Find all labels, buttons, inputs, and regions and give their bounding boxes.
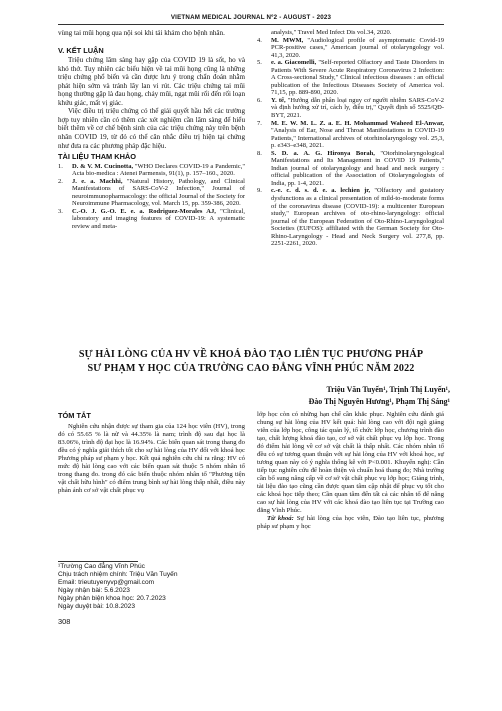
- conclusion-paragraph-1: Triệu chứng lâm sàng hay gặp của COVID 19 là sốt, ho và khó thở. Tuy nhiên các biểu hiện về tai mũi họng cũng là những triệu chứng phổ biến và cần được lưu ý trong chẩn đoán nhằm phát hiện sớm và tránh lây lan vi rút. Các triệu chứng tai mũi họng thường gặp là đau họng, chảy mũi, ngạt mũi rối đến rối loạn khứu giác, mất vị giác.: [58, 56, 245, 107]
- authors-line-1: Triệu Văn Tuyến¹, Trịnh Thị Luyến¹,: [326, 385, 450, 394]
- keywords-text: Sự hài lòng của học viên, Đào tạo liên tục, phương pháp sư phạm y học: [257, 515, 445, 530]
- reference-authors: e. a. Giacomelli,: [271, 59, 317, 67]
- article-title-line-2: SƯ PHẠM Y HỌC CỦA TRƯỜNG CAO ĐẲNG VĨNH PHÚC NĂM 2022: [87, 363, 415, 374]
- reference-number: 2.: [58, 177, 63, 185]
- intro-text: vùng tai mũi họng qua nội soi khi tái khám cho bệnh nhân.: [58, 29, 225, 37]
- authors-line-2: Đào Thị Nguyên Hương¹, Phạm Thị Sáng¹: [308, 397, 450, 406]
- reference-text: "Natural History, Pathology, and Clinical Manifestations of SARS-CoV-2 Infection," Journal of neuroimmunopharmacology: the official Journal of the Society for Neuroimmune Pharmacology, vol. March 15, pp. 359-386, 2020.: [72, 177, 245, 208]
- reference-item: [257, 150, 444, 188]
- reference-text: "Audiological profile of asymptomatic Covid-19 PCR-positive cases," American journal of otolaryngology vol. 41,3, 2020.: [271, 36, 445, 59]
- reference-number: 6.: [257, 96, 262, 104]
- reference-number: 4.: [257, 36, 262, 44]
- reference-text: "Hướng dẫn phân loại nguy cơ người nhiễm SARS-CoV-2 và định hướng xử trí, cách ly, điều trị," Quyết định số 5525/QĐ-BYT, 2021.: [271, 96, 445, 120]
- footnote-affiliation: ¹Trường Cao đẳng Vĩnh Phúc: [58, 563, 145, 570]
- reference-item: [257, 187, 444, 247]
- keywords-label: Từ khoá:: [267, 515, 294, 522]
- top-right-column: [257, 29, 444, 248]
- top-left-column: [58, 29, 245, 231]
- reference-item: [257, 59, 444, 97]
- keywords: [257, 515, 444, 531]
- footnotes: [58, 563, 245, 611]
- abstract-heading: TÓM TẮT: [58, 411, 91, 420]
- reference-text: "WHO Declares COVID-19 a Pandemic," Acta bio-medica : Atenei Parmensis, 91(1), p. 157–160., 2020.: [72, 162, 246, 178]
- abstract-right-column: [257, 411, 444, 531]
- reference-number: 7.: [257, 119, 262, 127]
- reference-number: 9.: [257, 187, 262, 195]
- reference-number: 8.: [257, 149, 262, 157]
- reference-text: "Self-reported Olfactory and Taste Disorders in Patients With Severe Acute Respiratory Coronavirus 2 Infection: A Cross-sectional Study," Clinical infectious diseases : an official publication of the Infectious Diseases Society of America vol. 71,15, pp. 889-890, 2020.: [271, 59, 444, 97]
- reference-authors: c.-e. c. d. s. d. e. a. lechien jr,: [271, 187, 371, 195]
- references-heading: TÀI LIỆU THAM KHẢO: [58, 152, 137, 162]
- reference-item: [257, 120, 444, 150]
- reference-authors: M. MWM,: [271, 36, 304, 44]
- page-number: 308: [58, 617, 71, 626]
- journal-header: VIETNAM MEDICAL JOURNAL Nº2 - AUGUST - 2023: [170, 14, 332, 21]
- reference-text: "Olfactory and gustatory dysfunctions as a clinical presentation of mild-to-moderate forms of the coronavirus disease (COVID-19): a multicenter European study," European archives of oto-rhino-laryngology: official journal of the European Federation of Oto-Rhino-Laryngological Societies (EUFOS): affiliated with the German Society for Oto-Rhino-Laryngology - Head and Neck Surgery vol. 277,8, pp. 2251-2261, 2020.: [271, 187, 444, 248]
- reference-text: "Analysis of Ear, Nose and Throat Manifestations in COVID-19 Patients," International archives of otorhinolaryngology vol. 25,3, p. e343–e348, 2021.: [271, 127, 444, 150]
- reference-text: "Otorhinolaryngological Manifestations and Its Management in COVID 19 Patients," Indian journal of otolaryngology and head and neck surgery : official publication of the Association of Otolaryngologists of India, pp. 1-4, 2021.: [271, 149, 445, 187]
- footnote-rule: [58, 561, 138, 562]
- reference-number: 3.: [58, 207, 63, 215]
- footnote-accepted: Ngày duyệt bài: 10.8.2023: [58, 603, 135, 610]
- reference-number: 1.: [58, 162, 63, 170]
- reference-authors: Y. tế,: [271, 96, 286, 104]
- reference-authors: M. E. W. M. L. Z. a. E. H. Mohammad Waheed El-Anwar,: [271, 119, 444, 127]
- reference-continuation: analysis," Travel Med Infect Dis vol.34, 2020.: [271, 29, 392, 36]
- reference-authors: C.-O. J. G.-O. E. e. a. Rodriguez-Morales AJ,: [72, 207, 216, 215]
- footnote-email: Email: trieutuyenyvp@gmail.com: [58, 579, 155, 586]
- footnote-corresponding: Chịu trách nhiệm chính: Triệu Văn Tuyến: [58, 571, 178, 578]
- article-title-line-1: SỰ HÀI LÒNG CỦA HV VỀ KHOÁ ĐÀO TẠO LIÊN TỤC PHƯƠNG PHÁP: [78, 349, 424, 360]
- reference-authors: J. e. a. Machhi,: [72, 177, 123, 185]
- reference-item: [58, 163, 245, 178]
- reference-text: "Clinical, laboratory and imaging features of COVID-19: A systematic review and meta-: [72, 207, 245, 231]
- conclusion-paragraph-2: Việc điều trị triệu chứng có thể giải quyết hầu hết các trường hợp tuy nhiên cần có thêm các xét nghiệm cần lâm sàng để hiểu biết thêm về cơ chế bệnh sinh của các triệu chứng này trên bệnh nhân COVID 19, từ đó có thể cân nhắc điều trị hiện tại chứng như đưa ra các phương pháp đặc hiệu.: [58, 107, 245, 150]
- header-rule: [58, 24, 444, 25]
- reference-item: [58, 208, 245, 231]
- abstract-text-left: Nghiên cứu nhận được sự tham gia của 124 học viên (HV), trong đó có 55.65 % là nữ và 44.35% là nam; trình độ sau đại học là 83.06%, trình độ đại học là 16.94%. Các biến quan sát trong thang đo đều có ý nghĩa giải thích tốt cho sự hài lòng của HV đối với khoá học Phương pháp sư phạm y học. Kết quả nghiên cứu chỉ ra rằng: HV có mức độ hài lòng cao với các biến quan sát thuộc 5 nhóm nhân tố trong thang đo. trong đó các biến thuộc nhóm nhân tố "Phương tiện vật chất hữu hình" có điểm trung bình sự hài lòng thấp nhất, điều này phản ánh cơ sở vật chất phục vụ: [58, 423, 245, 494]
- footnote-reviewed: Ngày phản biện khoa học: 20.7.2023: [58, 595, 166, 602]
- reference-item: [257, 37, 444, 60]
- conclusion-heading: V. KẾT LUẬN: [58, 45, 104, 55]
- reference-authors: D. & V. M. Cucinotta,: [72, 162, 134, 170]
- reference-number: 5.: [257, 59, 262, 67]
- abstract-left-column: [58, 411, 245, 495]
- abstract-text-right: lớp học còn có những hạn chế cần khắc phục. Nghiên cứu đánh giá chung sự hài lòng của HV kết quả: hài lòng cao với đội ngũ giảng viên của lớp học, công tác quản lý, tổ chức lớp học, chương trình đào tạo, chất lượng khoá đào tạo, cơ sở vật chất phục vụ lớp học. Trong đó điểm hài lòng về cơ sở vật chất là thấp nhất. Các nhóm nhân tố đều có sự tương quan thuận với sự hài lòng của HV với khoá học, sự tương quan này có ý nghĩa thống kê với P<0.001. Khuyến nghị: Cần tiếp tục nghiên cứu để hoàn thiện và chuẩn hoá thang đo; Nhà trường cần bổ sung nâng cấp về cơ sở vật chất phục vụ lớp học; Giảng trình, tài liệu đào tạo cũng cần được quan tâm cập nhật để phục vụ tốt cho các khoá học tiếp theo; Cần quan tâm đến tất cả các nhân tố để nâng cao sự hài lòng của HV với các khoá đào tạo liên tục tại Trường cao đẳng Vĩnh Phúc.: [257, 411, 444, 514]
- footnote-received: Ngày nhận bài: 5.6.2023: [58, 587, 130, 594]
- reference-item: [257, 97, 444, 120]
- reference-authors: S. D. a. A. G. Hironya Borah,: [271, 149, 375, 157]
- reference-item: [58, 178, 245, 208]
